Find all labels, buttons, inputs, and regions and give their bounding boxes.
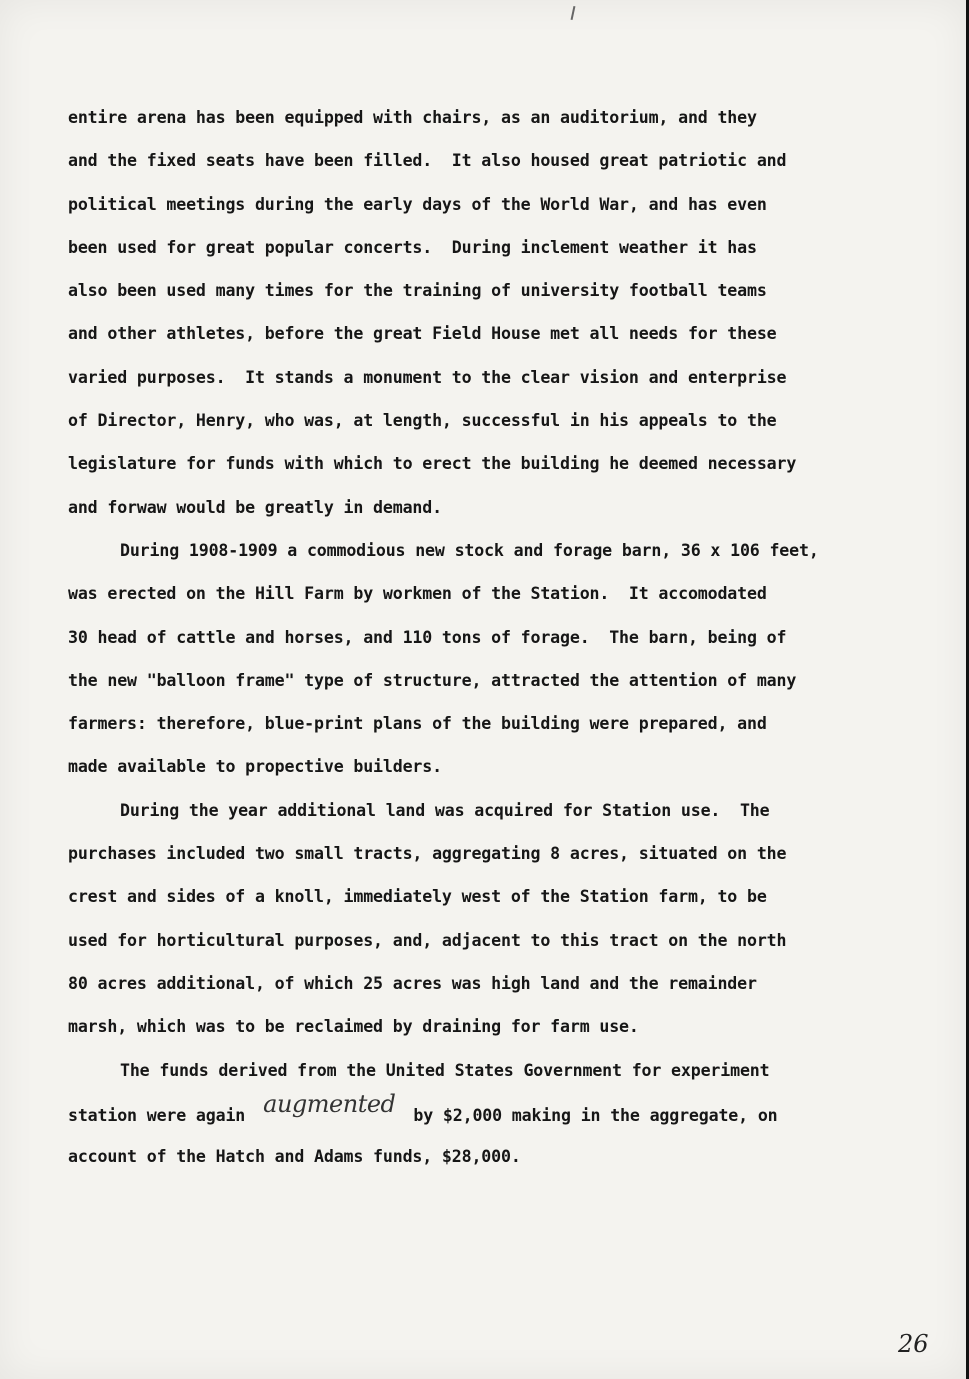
text-line: entire arena has been equipped with chairs, as an auditorium, and they: [68, 108, 757, 127]
page-number: 26: [898, 1330, 929, 1358]
text-line: and other athletes, before the great Field House met all needs for these: [68, 324, 777, 344]
text-line: 30 head of cattle and horses, and 110 tons of forage. The barn, being of: [68, 627, 787, 647]
body-text: [68, 96, 898, 1178]
text-line: political meetings during the early days of the World War, and has even: [68, 194, 767, 214]
text-line: and forwaw would be greatly in demand.: [68, 497, 442, 517]
text-fragment: station were again: [68, 1105, 246, 1125]
text-line: account of the Hatch and Adams funds, $28,000.: [68, 1147, 521, 1167]
text-line: was erected on the Hill Farm by workmen of the Station. It accomodated: [68, 584, 767, 604]
scan-mark: [571, 6, 576, 20]
text-line: marsh, which was to be reclaimed by draining for farm use.: [68, 1017, 639, 1037]
text-line: the new "balloon frame" type of structure, attracted the attention of many: [68, 670, 797, 690]
text-line: also been used many times for the training of university football teams: [68, 281, 767, 301]
text-line: and the fixed seats have been filled. It also housed great patriotic and: [68, 151, 787, 171]
text-fragment: by $2,000 making in the aggregate, on: [413, 1105, 778, 1125]
text-line: used for horticultural purposes, and, adjacent to this tract on the north: [68, 930, 787, 950]
text-line: made available to propective builders.: [68, 757, 442, 777]
text-line-with-insert: [68, 1089, 898, 1135]
text-line: farmers: therefore, blue-print plans of the building were prepared, and: [68, 714, 767, 734]
paragraph-start-line: During the year additional land was acquired for Station use. The: [120, 800, 770, 820]
text-line: legislature for funds with which to erect the building he deemed necessary: [68, 454, 797, 474]
text-line: been used for great popular concerts. During inclement weather it has: [68, 237, 757, 257]
text-line: varied purposes. It stands a monument to the clear vision and enterprise: [68, 367, 787, 387]
paragraph-start-line: The funds derived from the United States Government for experiment: [120, 1060, 770, 1080]
text-line: 80 acres additional, of which 25 acres was high land and the remainder: [68, 973, 757, 993]
text-line: purchases included two small tracts, aggregating 8 acres, situated on the: [68, 844, 787, 864]
handwritten-insert: augmented: [263, 1089, 396, 1118]
text-line: crest and sides of a knoll, immediately west of the Station farm, to be: [68, 887, 767, 907]
paragraph-start-line: During 1908-1909 a commodious new stock and forage barn, 36 x 106 feet,: [120, 540, 819, 560]
text-line: of Director, Henry, who was, at length, successful in his appeals to the: [68, 411, 777, 431]
